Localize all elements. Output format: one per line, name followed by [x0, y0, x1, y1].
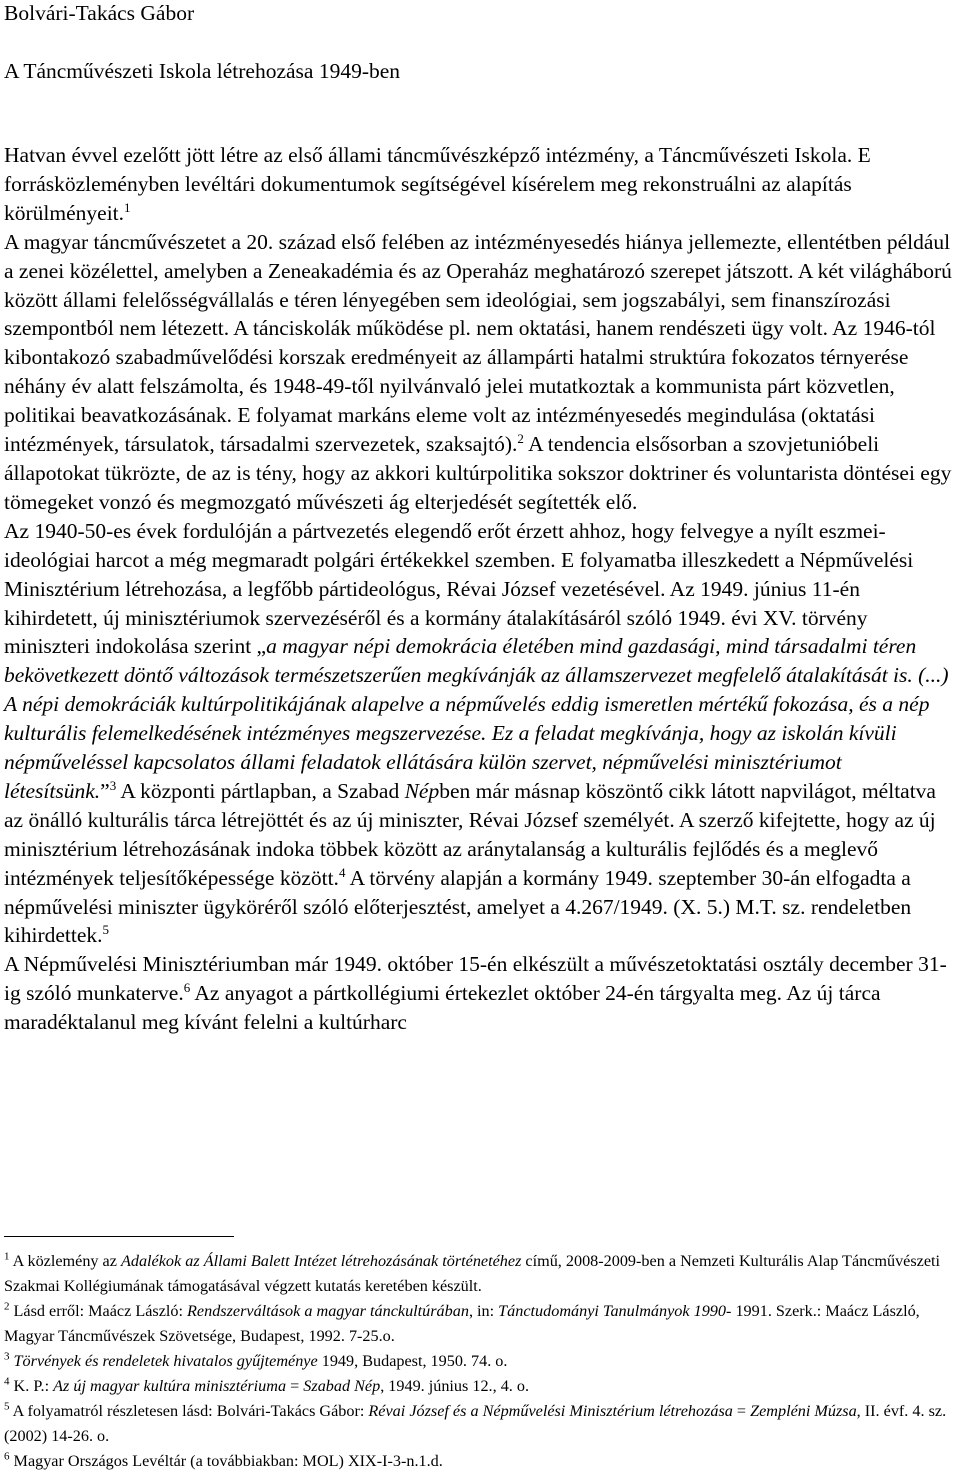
paragraph-4 — [4, 950, 956, 1037]
footnote-italic: Az új magyar kultúra minisztériuma — [53, 1377, 287, 1395]
newspaper-name-italic: Nép — [404, 778, 440, 803]
footnote-text: A közlemény az — [9, 1252, 121, 1270]
footnote-number: 5 — [4, 1400, 10, 1413]
footnote-text: , in: — [468, 1302, 499, 1320]
footnote-ref-6: 6 — [183, 980, 191, 996]
footnote-ref-4: 4 — [338, 864, 346, 880]
footnote-ref-5: 5 — [102, 922, 110, 938]
footnote-5 — [4, 1399, 956, 1449]
footnote-text: K. P.: — [9, 1377, 54, 1395]
footnote-number: 2 — [4, 1300, 10, 1313]
paragraph-3-text-a: Az 1940-50-es évek fordulóján a pártvezetés elegendő erőt érzett ahhoz, hogy felvegye a nyílt eszmei-ideológiai harcot a még megmaradt polgári értékekkel szemben. E folyamatba illeszkedett a Népművelési Minisztérium létrehozása, a legfőbb pártideológus, Révai József vezetésével. Az 1949. június 11-én kihirdetett, új minisztériumok szervezéséről és a kormány átalakításáról szóló 1949. évi XV. törvény miniszteri indokolása szerint „ — [4, 518, 914, 659]
footnote-italic: Tánctudományi Tanulmányok 1990- — [498, 1302, 732, 1320]
footnote-text: Magyar Országos Levéltár (a továbbiakban: MOL) XIX-I-3-n.1.d. — [9, 1452, 443, 1470]
footnote-text: = — [732, 1402, 751, 1420]
paragraph-2-text-b: A tendencia elsősorban a szovjetunióbeli állapotokat tükrözte, de az is tény, hogy az akkori kultúrpolitika sokszor doktriner és voluntarista döntései egy tömegeket vonzó és megmozgató művészeti ág elterjedését segítették elő. — [4, 432, 952, 514]
paragraph-1 — [4, 141, 956, 228]
footnote-italic: Zempléni Múzsa — [750, 1402, 857, 1420]
footnote-text: Lásd erről: Maácz László: — [9, 1302, 188, 1320]
paragraph-2-text-a: A magyar táncművészetet a 20. század első felében az intézményesedés hiánya jellemezte, ellentétben például a zenei közélettel, amelyben a Zeneakadémia és az Operaház meghatározó szerepet játszott. A két világháború között állami felelősségvállalás e téren lényegében sem ideológiai, sem jogszabályi, sem finanszírozási szempontból nem létezett. A tánciskolák működése pl. nem oktatási, hanem rendészeti ügy volt. Az 1946-tól kibontakozó szabadművelődési korszak eredményeit az állampárti hatalmi struktúra fokozatos térnyerése néhány év alatt felszámolta, és 1948-49-től nyilvánvaló jelei mutatkoztak a kommunista párt közvetlen, politikai beavatkozásának. E folyamat markáns eleme volt az intézményesedés megindulása (oktatási intézmények, társulatok, társadalmi szervezetek, szaksajtó). — [4, 229, 952, 457]
paragraph-1-text: Hatvan évvel ezelőtt jött létre az első állami táncművészképző intézmény, a Táncművészeti Iskola. E forrásközleményben levéltári dokumentumok segítségével kísérelem meg rekonstruálni az alapítás körülményeit. — [4, 143, 871, 225]
footnote-6 — [4, 1449, 956, 1474]
law-quotation: a magyar népi demokrácia életében mind gazdasági, mind társadalmi téren bekövetkezett döntő változások természetszerűen megkívánják az államszervezet megfelelő átalakítását is. (...) A népi demokráciák kultúrpolitikájának alapelve a népművelés eddig ismeretlen mértékű fokozása, és a nép kulturális felemelkedésének intézményes megszervezése. Ez a feladat megkívánja, hogy az iskolán kívüli népműveléssel kapcsolatos állami feladatok ellátására külön szervet, népművelési minisztériumot létesítsünk. — [4, 634, 949, 803]
footnote-3 — [4, 1349, 956, 1374]
footnote-italic: Révai József és a Népművelési Minisztérium létrehozása — [368, 1402, 733, 1420]
footnote-4 — [4, 1374, 956, 1399]
footnote-text: = — [286, 1377, 304, 1395]
footnote-number: 3 — [4, 1350, 10, 1363]
footnote-text: A folyamatról részletesen lásd: Bolvári-Takács Gábor: — [9, 1402, 369, 1420]
body-text — [4, 141, 956, 1037]
footnote-italic: Adalékok az Állami Balett Intézet létrehozásának történetéhez — [120, 1252, 522, 1270]
paragraph-2 — [4, 228, 956, 517]
footnote-italic: Törvények és rendeletek hivatalos gyűjteménye — [9, 1352, 318, 1370]
quotation-close-mark: ” — [100, 778, 110, 803]
footnote-ref-1: 1 — [124, 199, 131, 215]
footnote-1 — [4, 1249, 956, 1299]
paragraph-3 — [4, 517, 956, 951]
footnote-italic: Szabad Nép — [303, 1377, 381, 1395]
footnote-ref-2: 2 — [517, 430, 524, 446]
paragraph-3-text-c: ben már másnap köszöntő cikk látott napvilágot, méltatva az önálló kulturális tárca létrejöttét és az új miniszter, Révai József személyét. A szerző kifejtette, hogy az új minisztérium létrehozásának indoka többek között az aránytalanság a kulturális fejlődés és a meglevő intézmények teljesítőképessége között. — [4, 778, 936, 890]
footnote-italic: Rendszerváltások a magyar tánckultúrában — [187, 1302, 469, 1320]
paragraph-4-text-a: A Népművelési Minisztériumban már 1949. október 15-én elkészült a művészetoktatási osztály december 31-ig szóló munkaterve. — [4, 952, 947, 1006]
footnotes — [4, 1249, 956, 1474]
paragraph-3-text-b: A központi pártlapban, a Szabad — [116, 778, 405, 803]
footnote-text: , II. évf. 4. sz. (2002) 14-26. o. — [4, 1402, 947, 1445]
footnote-text: , 1949. június 12., 4. o. — [380, 1377, 530, 1395]
paragraph-4-text-b: Az anyagot a pártkollégiumi értekezlet október 24-én tárgyalta meg. Az új tárca maradéktalanul meg kívánt felelni a kultúrharc — [4, 981, 881, 1035]
footnote-2 — [4, 1299, 956, 1349]
footnote-text: 1991. Szerk.: Maácz László, Magyar Táncművészek Szövetsége, Budapest, 1992. 7-25.o. — [4, 1302, 920, 1345]
footnote-number: 1 — [4, 1250, 10, 1263]
paragraph-3-text-d: A törvény alapján a kormány 1949. szeptember 30-án elfogadta a népművelési miniszter ügyköréről szóló előterjesztést, amelyet a 4.267/1949. (X. 5.) M.T. sz. rendeletben kihirdettek. — [4, 865, 912, 948]
author-name: Bolvári-Takács Gábor — [4, 1, 195, 25]
footnote-text: 1949, Budapest, 1950. 74. o. — [317, 1352, 508, 1370]
document-title: A Táncművészeti Iskola létrehozása 1949-ben — [4, 59, 401, 83]
footnote-number: 6 — [4, 1450, 10, 1463]
footnote-separator — [4, 1236, 234, 1237]
footnote-ref-3: 3 — [109, 777, 117, 793]
footnote-text: című, 2008-2009-ben a Nemzeti Kulturális Alap Táncművészeti Szakmai Kollégiumának támogatásával végzett kutatás keretében készült. — [4, 1252, 941, 1295]
footnote-number: 4 — [4, 1375, 10, 1388]
